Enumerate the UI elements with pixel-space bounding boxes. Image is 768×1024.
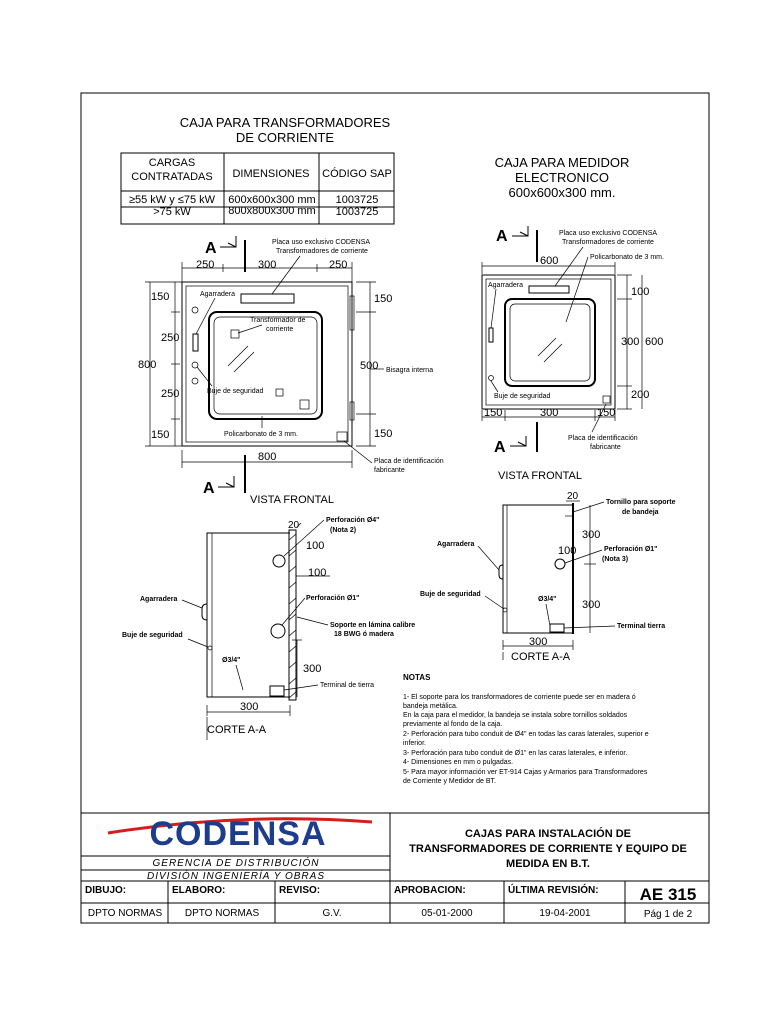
meter-section-dim-20: 20 bbox=[567, 491, 579, 502]
meter-policarbonato-label: Policarbonato de 3 mm. bbox=[590, 254, 664, 261]
notes-title: NOTAS bbox=[403, 673, 431, 682]
front-placa-fab-label-2: fabricante bbox=[374, 467, 405, 474]
page-number: Pág 1 de 2 bbox=[643, 909, 693, 920]
section-mark-top: A bbox=[205, 240, 217, 257]
meter-title-line2: ELECTRONICO bbox=[515, 170, 609, 185]
section-perf4-label-2: (Nota 2) bbox=[330, 527, 357, 534]
dibujo-label: DIBUJO: bbox=[85, 885, 127, 896]
front-dim-top-mid: 300 bbox=[258, 259, 277, 271]
front-plate-label-2: Transformadores de corriente bbox=[276, 248, 368, 255]
table-header-cargas-1: CARGAS bbox=[148, 157, 196, 169]
note-line: bandeja metálica. bbox=[403, 703, 458, 710]
note-line: 4- Dimensiones en mm o pulgadas. bbox=[403, 759, 514, 766]
table-cell-dim-1: 600x600x300 mm bbox=[228, 194, 316, 206]
ultima-revision-value: 19-04-2001 bbox=[539, 908, 591, 919]
reviso-value: G.V. bbox=[322, 908, 342, 919]
meter-section-perf1-label-2: (Nota 3) bbox=[602, 556, 629, 563]
front-agarradera-label: Agarradera bbox=[200, 291, 236, 298]
front-transformador-label-2: corriente bbox=[266, 326, 294, 333]
section-buje-label: Buje de seguridad bbox=[122, 632, 183, 639]
drawing-code: AE 315 bbox=[639, 885, 697, 904]
meter-dim-right-total: 600 bbox=[645, 336, 664, 348]
front-dim-left-2: 250 bbox=[161, 332, 180, 344]
note-line: 2- Perforación para tubo conduit de Ø4" en todas las caras laterales, superior e bbox=[403, 731, 649, 738]
table-cell-dim-2: 800x800x300 mm bbox=[228, 205, 316, 217]
note-line: 5- Para mayor información ver ET-914 Cajas y Armarios para Transformadores bbox=[403, 769, 648, 776]
meter-section-agarradera-label: Agarradera bbox=[437, 541, 475, 548]
section-perf1-label: Perforación Ø1" bbox=[306, 595, 360, 602]
section-terminal-label: Terminal de tierra bbox=[320, 682, 375, 689]
section-dim-100b: 100 bbox=[308, 567, 327, 579]
section-soporte-label-1: Soporte en lámina calibre bbox=[330, 622, 416, 629]
front-dim-top-left: 250 bbox=[196, 259, 215, 271]
meter-section-buje-label: Buje de seguridad bbox=[420, 591, 481, 598]
front-buje-label: Buje de seguridad bbox=[207, 388, 264, 395]
meter-front-view bbox=[482, 226, 664, 482]
meter-buje-label: Buje de seguridad bbox=[494, 393, 551, 400]
note-line: En la caja para el medidor, la bandeja se instala sobre tornillos soldados bbox=[403, 712, 628, 719]
front-dim-left-total: 800 bbox=[138, 359, 157, 371]
meter-placa-fab-label-2: fabricante bbox=[590, 444, 621, 451]
note-line: previamente al fondo de la caja. bbox=[403, 721, 503, 728]
drawing-title-line2: TRANSFORMADORES DE CORRIENTE Y EQUIPO DE bbox=[409, 843, 687, 855]
main-title-line1: CAJA PARA TRANSFORMADORES bbox=[179, 115, 391, 130]
front-dim-left-4: 150 bbox=[151, 429, 170, 441]
meter-title-line3: 600x600x300 mm. bbox=[508, 185, 616, 200]
note-line: de Corriente y Medidor de BT. bbox=[403, 778, 496, 785]
ct-section-view bbox=[122, 517, 415, 740]
section-dim-300v: 300 bbox=[303, 663, 322, 675]
meter-title-line1: CAJA PARA MEDIDOR bbox=[494, 155, 630, 170]
meter-section-dim-300b: 300 bbox=[582, 599, 601, 611]
table-cell-cargas-2: >75 kW bbox=[153, 206, 191, 218]
aprobacion-value: 05-01-2000 bbox=[421, 908, 473, 919]
section-dim-100a: 100 bbox=[306, 540, 325, 552]
meter-front-caption: VISTA FRONTAL bbox=[498, 470, 582, 482]
meter-dim-right-3: 200 bbox=[631, 389, 650, 401]
table-header-codigo: CÓDIGO SAP bbox=[322, 168, 392, 180]
section-mark-bottom: A bbox=[203, 480, 215, 497]
front-transformador-label-1: Transformador de bbox=[250, 317, 306, 324]
reviso-label: REVISO: bbox=[279, 885, 321, 896]
meter-section-mark-bottom: A bbox=[494, 439, 506, 456]
meter-section-mark-top: A bbox=[496, 228, 508, 245]
meter-section-diam34-label: Ø3/4" bbox=[538, 596, 557, 603]
meter-section-dim-300h: 300 bbox=[529, 636, 548, 648]
front-policarbonato-label: Policarbonato de 3 mm. bbox=[224, 431, 298, 438]
elaboro-value: DPTO NORMAS bbox=[184, 908, 260, 919]
table-header-dimensiones: DIMENSIONES bbox=[232, 168, 310, 180]
section-soporte-label-2: 18 BWG ó madera bbox=[334, 631, 394, 638]
division-label: DIVISIÓN INGENIERÍA Y OBRAS bbox=[147, 871, 325, 882]
front-dim-right-2: 500 bbox=[360, 360, 379, 372]
note-line: 3- Perforación para tubo conduit de Ø1" en las caras laterales, e inferior. bbox=[403, 750, 628, 757]
meter-section-view bbox=[420, 491, 676, 663]
meter-section-tornillo-label-2: de bandeja bbox=[622, 509, 659, 516]
front-dim-left-3: 250 bbox=[161, 388, 180, 400]
dibujo-value: DPTO NORMAS bbox=[87, 908, 163, 919]
ultima-revision-label: ÚLTIMA REVISIÓN: bbox=[508, 885, 599, 896]
section-perf4-label-1: Perforación Ø4" bbox=[326, 517, 380, 524]
main-title-line2: DE CORRIENTE bbox=[235, 130, 335, 145]
front-placa-fab-label-1: Placa de identificación bbox=[374, 458, 444, 465]
meter-dim-bottom-mid: 300 bbox=[540, 407, 559, 419]
note-line: 1- El soporte para los transformadores de corriente puede ser en madera ó bbox=[403, 694, 636, 701]
front-plate-label-1: Placa uso exclusivo CODENSA bbox=[272, 239, 371, 246]
drawing-title-line1: CAJAS PARA INSTALACIÓN DE bbox=[464, 828, 632, 840]
section-agarradera-label: Agarradera bbox=[140, 596, 178, 603]
table-cell-codigo-2: 1003725 bbox=[335, 206, 379, 218]
front-dim-right-3: 150 bbox=[374, 428, 393, 440]
meter-section-caption: CORTE A-A bbox=[511, 651, 571, 663]
table-cell-cargas-1: ≥55 kW y ≤75 kW bbox=[128, 194, 216, 206]
meter-dim-bottom-left: 150 bbox=[484, 407, 503, 419]
table-header-cargas-2: CONTRATADAS bbox=[131, 171, 213, 183]
meter-dim-right-2: 300 bbox=[621, 336, 640, 348]
section-dim-20: 20 bbox=[288, 520, 300, 531]
meter-plate-label-1: Placa uso exclusivo CODENSA bbox=[559, 230, 658, 237]
meter-section-dim-100: 100 bbox=[558, 545, 577, 557]
elaboro-label: ELABORO: bbox=[172, 885, 226, 896]
codensa-logo-text: CODENSA bbox=[149, 815, 327, 853]
meter-section-tornillo-label-1: Tornillo para soporte bbox=[606, 499, 676, 506]
section-caption: CORTE A-A bbox=[207, 724, 267, 736]
front-dim-top-right: 250 bbox=[329, 259, 348, 271]
section-diam34-label: Ø3/4" bbox=[222, 657, 241, 664]
table-cell-codigo-1: 1003725 bbox=[335, 194, 379, 206]
meter-dim-right-1: 100 bbox=[631, 286, 650, 298]
meter-section-perf1-label-1: Perforación Ø1" bbox=[604, 546, 658, 553]
meter-section-dim-300a: 300 bbox=[582, 529, 601, 541]
meter-dim-top: 600 bbox=[540, 255, 559, 267]
front-dim-left-1: 150 bbox=[151, 291, 170, 303]
front-caption: VISTA FRONTAL bbox=[250, 494, 334, 506]
meter-dim-bottom-right: 150 bbox=[597, 407, 616, 419]
meter-section-terminal-label: Terminal tierra bbox=[617, 623, 666, 630]
aprobacion-label: APROBACION: bbox=[394, 885, 466, 896]
ct-front-view bbox=[138, 236, 444, 506]
front-bisagra-label: Bisagra interna bbox=[386, 367, 434, 374]
front-dim-right-1: 150 bbox=[374, 293, 393, 305]
loads-table bbox=[121, 153, 394, 224]
drawing-title-line3: MEDIDA EN B.T. bbox=[506, 858, 590, 870]
notes bbox=[403, 673, 649, 785]
title-block bbox=[81, 813, 709, 923]
meter-plate-label-2: Transformadores de corriente bbox=[562, 239, 654, 246]
codensa-logo bbox=[108, 815, 372, 853]
note-line: inferior. bbox=[403, 740, 426, 747]
meter-agarradera-label: Agarradera bbox=[488, 282, 524, 289]
front-dim-bottom: 800 bbox=[258, 451, 277, 463]
section-dim-300h: 300 bbox=[240, 701, 259, 713]
meter-placa-fab-label-1: Placa de identificación bbox=[568, 435, 638, 442]
gerencia-label: GERENCIA DE DISTRIBUCIÓN bbox=[152, 858, 320, 869]
